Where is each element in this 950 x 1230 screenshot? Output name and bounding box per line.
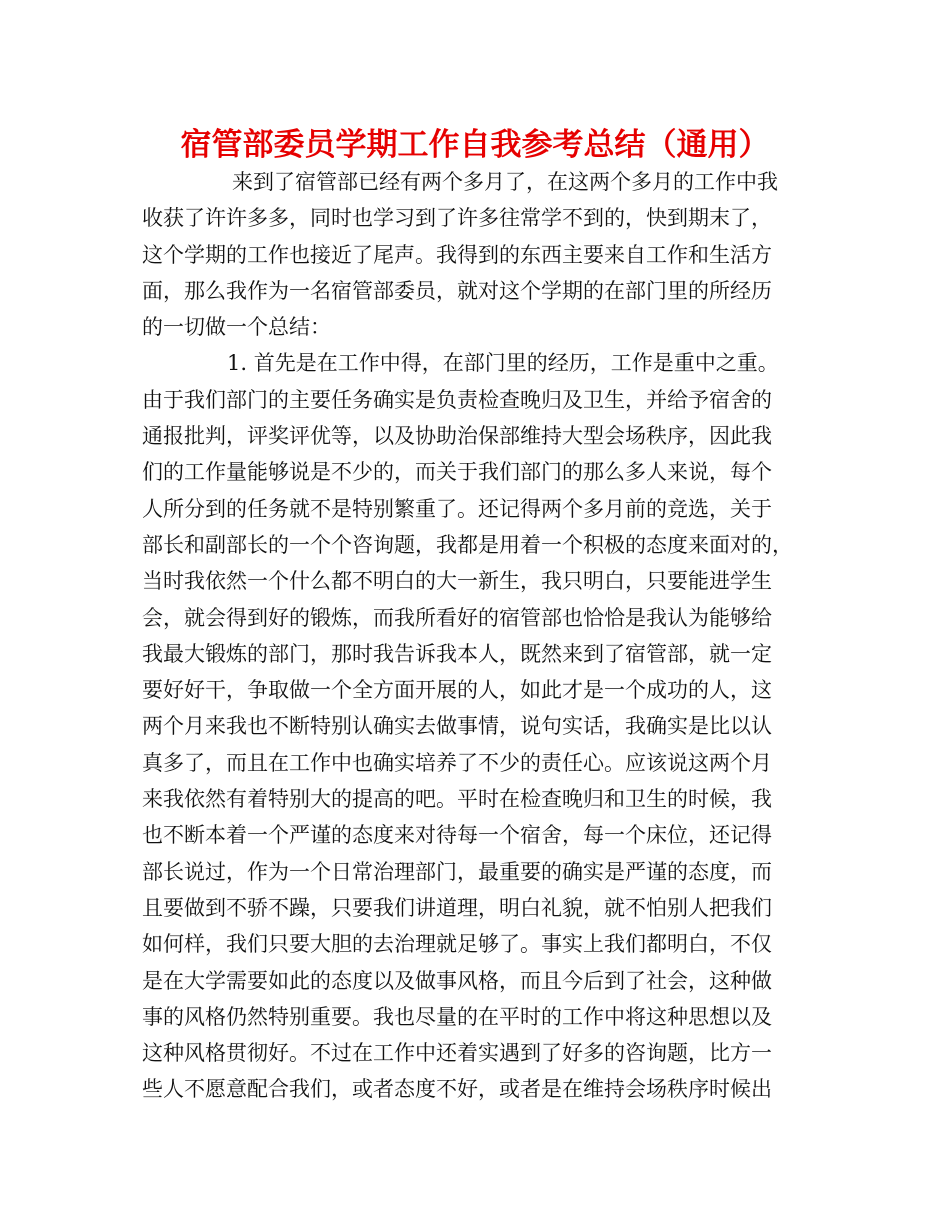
text-line: 真多了，而且在工作中也确实培养了不少的责任心。应该说这两个月 xyxy=(142,750,772,775)
text-line: 的一切做一个总结： xyxy=(142,315,331,340)
text-line: 当时我依然一个什么都不明白的大一新生，我只明白，只要能进学生 xyxy=(142,569,772,594)
document-body xyxy=(142,164,822,1108)
text-line: 部长和副部长的一个个咨询题，我都是用着一个积极的态度来面对的， xyxy=(142,532,793,557)
text-line: 会，就会得到好的锻炼，而我所看好的宿管部也恰恰是我认为能够给 xyxy=(142,605,772,630)
text-line: 收获了许许多多，同时也学习到了许多往常学不到的，快到期末了， xyxy=(142,206,772,231)
text-line: 部长说过，作为一个日常治理部门，最重要的确实是严谨的态度，而 xyxy=(142,859,772,884)
text-line: 我最大锻炼的部门，那时我告诉我本人，既然来到了宿管部，就一定 xyxy=(142,641,772,666)
document-title: 宿管部委员学期工作自我参考总结（通用） xyxy=(180,127,770,163)
text-line: 两个月来我也不断特别认确实去做事情，说句实话，我确实是比以认 xyxy=(142,714,772,739)
text-line: 且要做到不骄不躁，只要我们讲道理，明白礼貌，就不怕别人把我们 xyxy=(142,895,772,920)
text-line: 要好好干，争取做一个全方面开展的人，如此才是一个成功的人，这 xyxy=(142,678,772,703)
text-line: 来到了宿管部已经有两个多月了，在这两个多月的工作中我 xyxy=(232,170,778,194)
text-line: 些人不愿意配合我们，或者态度不好，或者是在维持会场秩序时候出 xyxy=(142,1077,772,1102)
text-line: 是在大学需要如此的态度以及做事风格，而且今后到了社会，这种做 xyxy=(142,968,772,993)
text-line: 来我依然有着特别大的提高的吧。平时在检查晚归和卫生的时候，我 xyxy=(142,787,772,812)
text-line: 们的工作量能够说是不少的，而关于我们部门的那么多人来说，每个 xyxy=(142,460,772,485)
text-line: 通报批判，评奖评优等，以及协助治保部维持大型会场秩序，因此我 xyxy=(142,424,772,449)
text-line: 1. 首先是在工作中得，在部门里的经历，工作是重中之重。 xyxy=(227,351,779,376)
text-line: 这个学期的工作也接近了尾声。我得到的东西主要来自工作和生活方 xyxy=(142,242,772,267)
text-line: 这种风格贯彻好。不过在工作中还着实遇到了好多的咨询题，比方一 xyxy=(142,1041,772,1066)
text-line: 也不断本着一个严谨的态度来对待每一个宿舍，每一个床位，还记得 xyxy=(142,823,772,848)
text-line: 面，那么我作为一名宿管部委员，就对这个学期的在部门里的所经历 xyxy=(142,278,772,303)
text-line: 人所分到的任务就不是特别繁重了。还记得两个多月前的竞选，关于 xyxy=(142,496,772,521)
text-line: 如何样，我们只要大胆的去治理就足够了。事实上我们都明白，不仅 xyxy=(142,932,772,957)
text-line: 事的风格仍然特别重要。我也尽量的在平时的工作中将这种思想以及 xyxy=(142,1004,772,1029)
text-line: 由于我们部门的主要任务确实是负责检查晚归及卫生，并给予宿舍的 xyxy=(142,387,772,412)
